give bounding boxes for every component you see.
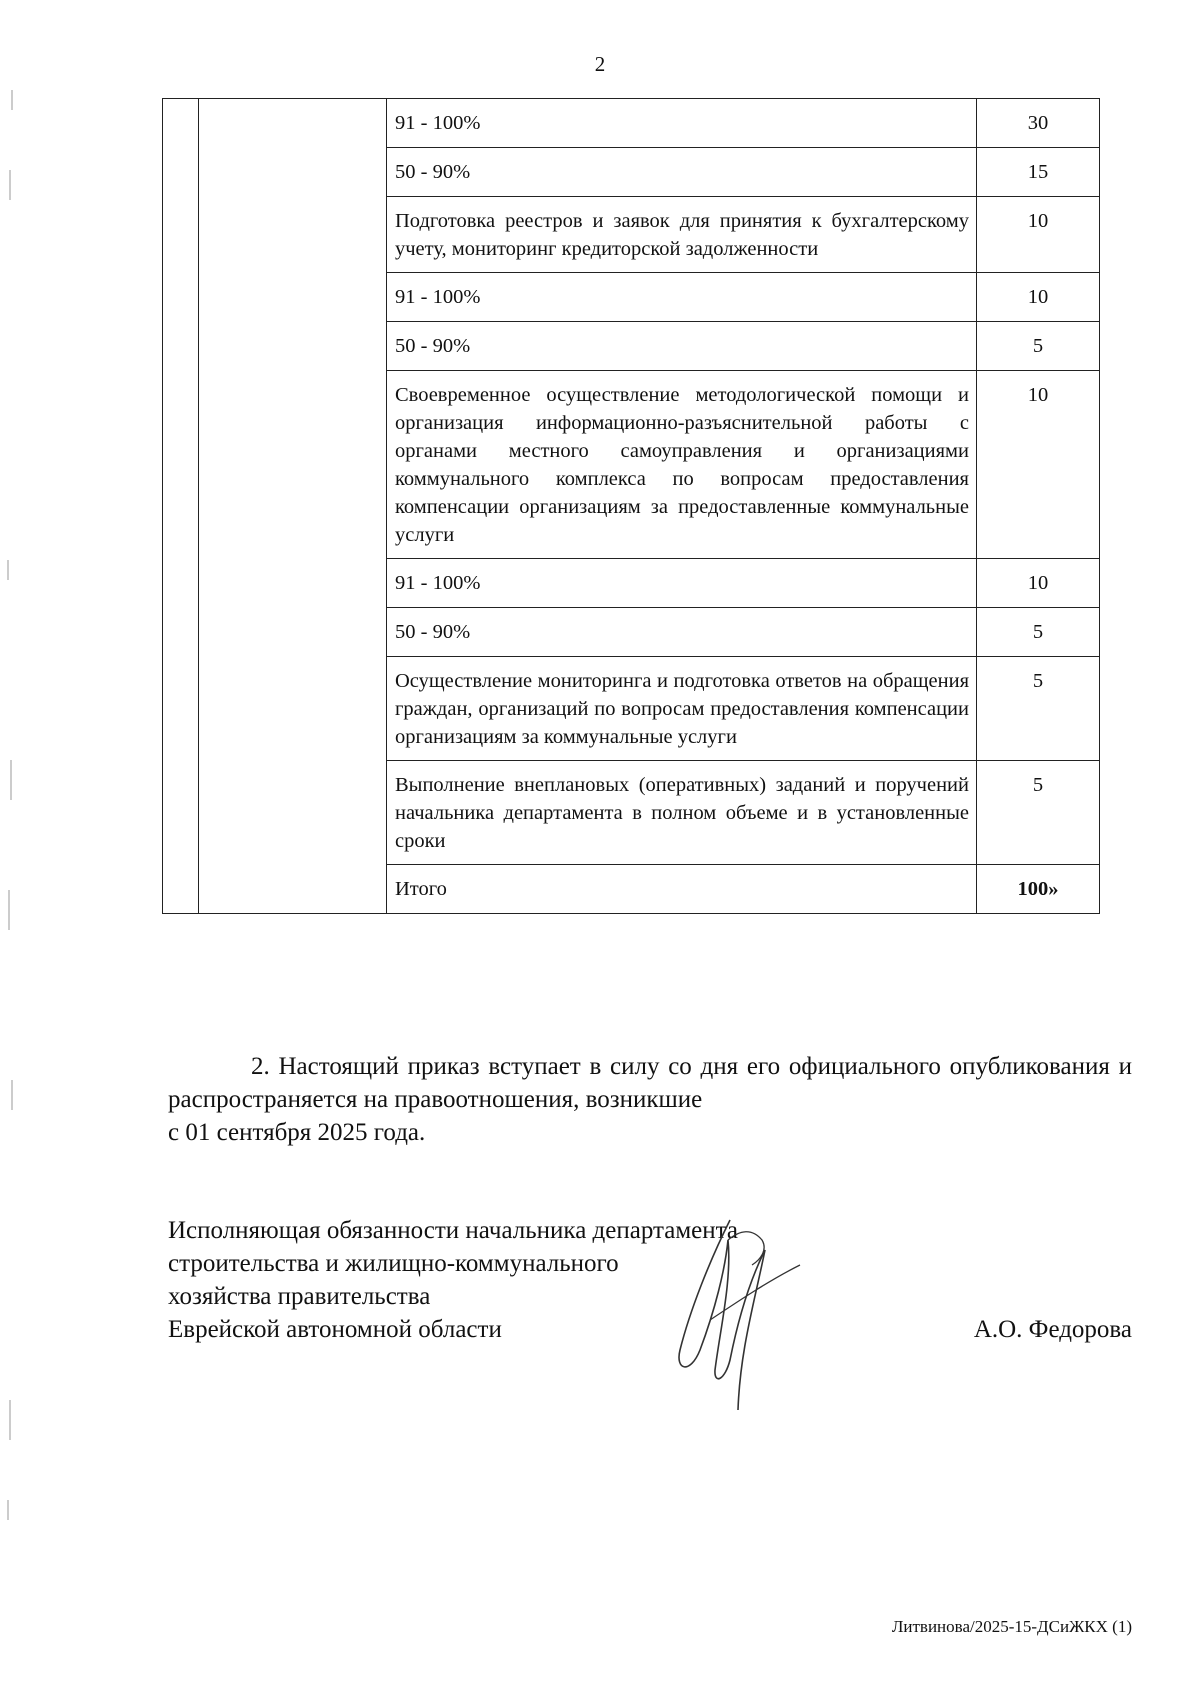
order-paragraph-last-line: с 01 сентября 2025 года.: [168, 1119, 426, 1146]
points-cell: 5: [977, 761, 1100, 865]
signatory-position: [168, 1214, 738, 1346]
points-cell: 5: [977, 322, 1100, 371]
criterion-cell: 50 - 90%: [387, 148, 977, 197]
criterion-cell: 50 - 90%: [387, 322, 977, 371]
points-cell: 10: [977, 273, 1100, 322]
points-cell: 5: [977, 657, 1100, 761]
position-line: хозяйства правительства: [168, 1283, 431, 1310]
empty-number-column: [163, 99, 199, 914]
points-cell: 15: [977, 148, 1100, 197]
points-cell: 5: [977, 608, 1100, 657]
total-value: 100»: [977, 865, 1100, 914]
criterion-cell: Выполнение внеплановых (оперативных) заданий и поручений начальника департамента в полном объеме и в установленные сроки: [387, 761, 977, 865]
signatory-name: А.О. Федорова: [973, 1316, 1132, 1343]
order-paragraph: [168, 1050, 1132, 1149]
criteria-table: [162, 98, 1100, 914]
criterion-cell: 91 - 100%: [387, 99, 977, 148]
order-paragraph-main: 2. Настоящий приказ вступает в силу со дня его официального опубликования и распространяется на правоотношения, возникшие: [168, 1053, 1132, 1113]
total-label: Итого: [387, 865, 977, 914]
scan-edge-artifacts: [0, 0, 40, 1708]
criterion-cell: 91 - 100%: [387, 273, 977, 322]
handwritten-signature: [670, 1200, 820, 1420]
document-reference: Литвинова/2025-15-ДСиЖКХ (1): [891, 1617, 1132, 1636]
criterion-cell: Осуществление мониторинга и подготовка ответов на обращения граждан, организаций по вопросам предоставления компенсации организациям за коммунальные услуги: [387, 657, 977, 761]
points-cell: 10: [977, 371, 1100, 559]
criterion-cell: 50 - 90%: [387, 608, 977, 657]
criterion-cell: Подготовка реестров и заявок для принятия к бухгалтерскому учету, мониторинг кредиторской задолженности: [387, 197, 977, 273]
position-line: Еврейской автономной области: [168, 1316, 502, 1343]
criterion-cell: 91 - 100%: [387, 559, 977, 608]
criterion-cell: Своевременное осуществление методологической помощи и организация информационно-разъяснительной работы с органами местного самоуправления и организациями коммунального комплекса по вопросам предоставления компенсации организациям за предоставленные коммунальные услуги: [387, 371, 977, 559]
points-cell: 30: [977, 99, 1100, 148]
position-line: Исполняющая обязанности начальника департамента: [168, 1217, 738, 1244]
position-line: строительства и жилищно-коммунального: [168, 1250, 619, 1277]
points-cell: 10: [977, 559, 1100, 608]
empty-indicator-column: [199, 99, 387, 914]
table-row: [163, 99, 1100, 148]
points-cell: 10: [977, 197, 1100, 273]
page-number: 2: [594, 52, 606, 76]
